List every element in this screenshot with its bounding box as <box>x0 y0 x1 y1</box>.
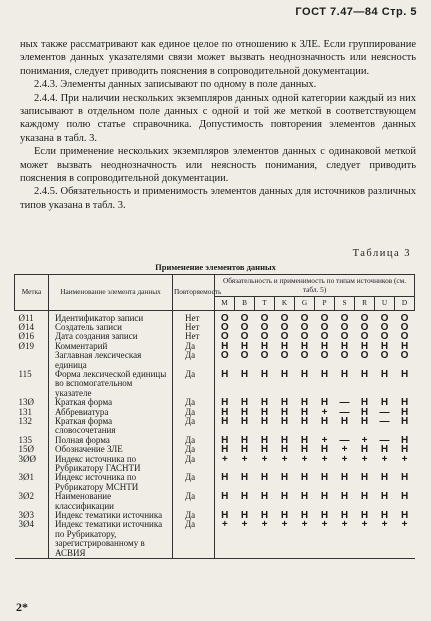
col-header-type: T <box>255 297 275 311</box>
table-row <box>15 351 415 370</box>
cell-name: Дата создания записи <box>49 332 173 341</box>
cell-value: + <box>261 453 268 465</box>
cell-value: Н <box>280 368 289 380</box>
cell-value: + <box>381 453 388 465</box>
cell-value: Н <box>240 397 249 409</box>
cell-repeat: Нет <box>173 310 215 323</box>
cell-value: О <box>380 350 389 362</box>
cell-value: Н <box>260 340 269 352</box>
cell-value: О <box>380 312 389 324</box>
cell-value: О <box>240 350 249 362</box>
col-header-type: B <box>235 297 255 311</box>
cell-repeat: Нет <box>173 323 215 332</box>
cell-value: Н <box>280 472 289 484</box>
cell-value: О <box>360 321 369 333</box>
cell-repeat: Да <box>173 342 215 351</box>
cell-code: Ø11 <box>18 312 34 323</box>
cell-value: О <box>320 321 329 333</box>
cell-value: + <box>281 453 288 465</box>
cell-value: О <box>400 321 409 333</box>
cell-value: + <box>241 453 248 465</box>
cell-code: 135 <box>18 434 32 445</box>
cell-value: Н <box>400 397 409 409</box>
cell-value: Н <box>380 510 389 522</box>
cell-value: Н <box>260 510 269 522</box>
cell-value: Н <box>360 510 369 522</box>
cell-repeat: Да <box>173 417 215 436</box>
cell-value: — <box>379 415 390 427</box>
cell-value: Н <box>320 444 329 456</box>
cell-value: Н <box>400 406 409 418</box>
cell-value: Н <box>300 397 309 409</box>
cell-name: Форма лексической единицы во вспомогательном указателе <box>49 370 173 398</box>
cell-code: 132 <box>18 415 32 426</box>
cell-code: 3Ø4 <box>15 520 49 558</box>
cell-value: Н <box>300 491 309 503</box>
cell-value: Н <box>340 368 349 380</box>
cell-value: + <box>335 520 355 558</box>
cell-code: 131 <box>18 406 32 417</box>
cell-value: Н <box>260 406 269 418</box>
data-elements-table <box>14 274 415 559</box>
cell-value: Н <box>300 434 309 446</box>
cell-value: О <box>300 350 309 362</box>
cell-value: О <box>220 312 229 324</box>
table-caption: Таблица 3 <box>352 248 411 259</box>
cell-value: Н <box>260 472 269 484</box>
col-header-type: S <box>335 297 355 311</box>
cell-value: Н <box>260 368 269 380</box>
cell-value: Н <box>400 472 409 484</box>
cell-value: Н <box>221 444 229 456</box>
cell-value: Н <box>221 406 229 418</box>
cell-value: — <box>379 434 390 446</box>
cell-value: О <box>300 321 309 333</box>
cell-value: Н <box>221 340 229 352</box>
table-row <box>15 520 415 558</box>
paragraph: Если применение нескольких экземпляров элементов данных с одинаковой меткой может вызвать неоднозначность или неясность понимания, следует приводить пояснения в сопроводительной документации. <box>20 146 416 185</box>
cell-value: + <box>321 434 328 446</box>
col-header-name: Наименование элемента данных <box>49 275 173 311</box>
cell-repeat: Да <box>173 436 215 445</box>
cell-value: + <box>295 520 315 558</box>
cell-value: Н <box>320 491 329 503</box>
cell-value: Н <box>221 397 229 409</box>
col-header-repeat: Повторяемость <box>173 275 215 311</box>
cell-name: Индекс тематики источника <box>49 511 173 520</box>
cell-value: О <box>340 321 349 333</box>
cell-repeat: Да <box>173 408 215 417</box>
cell-value: — <box>339 397 350 409</box>
cell-repeat: Нет <box>173 332 215 341</box>
cell-value: Н <box>300 444 309 456</box>
cell-value: — <box>379 406 390 418</box>
col-header-type: P <box>315 297 335 311</box>
cell-name: Краткая форма словосочетания <box>49 417 173 436</box>
cell-value: О <box>360 331 369 343</box>
cell-code: 115 <box>18 368 32 379</box>
cell-value: Н <box>360 368 369 380</box>
cell-value: Н <box>380 397 389 409</box>
cell-code: 3Ø3 <box>18 510 34 521</box>
cell-value: Н <box>280 491 289 503</box>
cell-value: Н <box>260 434 269 446</box>
paragraph: 2.4.5. Обязательность и применимость элементов данных для источников различных типов указана в табл. 3. <box>20 186 416 211</box>
cell-value: Н <box>280 397 289 409</box>
cell-value: Н <box>240 415 249 427</box>
cell-value: Н <box>380 368 389 380</box>
cell-value: + <box>361 434 368 446</box>
cell-value: Н <box>400 368 409 380</box>
cell-value: О <box>400 312 409 324</box>
col-header-code: Метка <box>15 275 49 311</box>
cell-value: Н <box>400 415 409 427</box>
cell-code: 13Ø <box>18 397 34 408</box>
cell-value: О <box>260 312 269 324</box>
cell-value: Н <box>240 472 249 484</box>
table-row <box>15 370 415 398</box>
cell-value: + <box>401 453 408 465</box>
cell-value: Н <box>360 397 369 409</box>
cell-code: 3ØØ <box>18 453 36 464</box>
cell-value: Н <box>340 491 349 503</box>
cell-repeat: Да <box>173 473 215 492</box>
cell-value: О <box>400 331 409 343</box>
cell-value: Н <box>260 415 269 427</box>
cell-name: Идентификатор записи <box>49 310 173 323</box>
cell-value: О <box>260 350 269 362</box>
cell-value: + <box>395 520 415 558</box>
page-footer: 2* <box>16 600 28 614</box>
cell-value: Н <box>240 340 249 352</box>
cell-value: + <box>255 520 275 558</box>
cell-value: Н <box>240 444 249 456</box>
table-row <box>15 310 415 323</box>
cell-name: Комментарий <box>49 342 173 351</box>
cell-value: Н <box>260 444 269 456</box>
cell-name: Краткая форма <box>49 398 173 407</box>
cell-value: Н <box>400 510 409 522</box>
cell-value: Н <box>280 415 289 427</box>
cell-value: Н <box>380 340 389 352</box>
cell-value: Н <box>221 510 229 522</box>
cell-value: Н <box>240 510 249 522</box>
cell-value: Н <box>340 415 349 427</box>
cell-code: 15Ø <box>18 444 34 455</box>
cell-value: Н <box>240 406 249 418</box>
cell-value: + <box>355 520 375 558</box>
cell-value: Н <box>221 415 229 427</box>
cell-value: Н <box>221 434 229 446</box>
cell-value: Н <box>400 444 409 456</box>
cell-value: + <box>375 520 395 558</box>
cell-value: О <box>320 350 329 362</box>
cell-code: Ø19 <box>18 340 34 351</box>
cell-value: Н <box>280 510 289 522</box>
cell-value: + <box>315 520 335 558</box>
cell-value: Н <box>320 368 329 380</box>
col-header-type: R <box>355 297 375 311</box>
paragraph: 2.4.4. При наличии нескольких экземпляров данных одной категории каждый из них записывают в отдельном поле данных с одной и той же меткой в соответствующем каждому полю статье справочника. Допустимость повторения элементов данных указана в табл. 3. <box>20 92 416 144</box>
cell-value: + <box>341 444 348 456</box>
cell-value: + <box>235 520 255 558</box>
cell-code <box>15 351 49 370</box>
cell-value: Н <box>400 491 409 503</box>
cell-value: О <box>360 312 369 324</box>
cell-value: Н <box>221 472 229 484</box>
cell-value: Н <box>400 434 409 446</box>
cell-code: Ø16 <box>18 331 34 342</box>
cell-value: О <box>300 312 309 324</box>
cell-value: Н <box>320 397 329 409</box>
cell-value: О <box>340 312 349 324</box>
cell-value: О <box>340 331 349 343</box>
table-title: Применение элементов данных <box>155 262 276 272</box>
cell-value: О <box>220 350 229 362</box>
cell-value: Н <box>300 368 309 380</box>
cell-value: Н <box>360 406 369 418</box>
cell-value: Н <box>240 434 249 446</box>
col-header-type: D <box>395 297 415 311</box>
cell-repeat: Да <box>173 511 215 520</box>
cell-value: О <box>280 321 289 333</box>
cell-value: + <box>321 453 328 465</box>
cell-value: Н <box>280 340 289 352</box>
cell-value: Н <box>221 491 229 503</box>
cell-value: Н <box>320 415 329 427</box>
cell-value: Н <box>320 510 329 522</box>
cell-value: Н <box>360 491 369 503</box>
cell-value: Н <box>360 444 369 456</box>
cell-name: Заглавная лексическая единица <box>49 351 173 370</box>
cell-value: О <box>240 321 249 333</box>
cell-value: Н <box>320 340 329 352</box>
cell-repeat: Да <box>173 351 215 370</box>
cell-name: Полная форма <box>49 436 173 445</box>
cell-value: + <box>221 453 228 465</box>
paragraph: ных также рассматривают как единое целое по отношению к ЗЛЕ. Если группирование элементов данных указателями связи может вызвать неоднозначность или неясность понимания, следует приводить пояснения в сопроводительной документации. <box>20 39 416 77</box>
cell-name: Наименование классификации <box>49 492 173 511</box>
cell-value: О <box>380 331 389 343</box>
cell-repeat: Да <box>173 398 215 407</box>
cell-value: Н <box>260 491 269 503</box>
cell-name: Аббревиатура <box>49 408 173 417</box>
cell-value: Н <box>300 415 309 427</box>
cell-name: Индекс источника по Рубрикатору ГАСНТИ <box>49 455 173 474</box>
cell-value: О <box>380 321 389 333</box>
cell-value: Н <box>380 491 389 503</box>
table-row <box>15 455 415 474</box>
cell-repeat: Да <box>173 455 215 474</box>
page-header: ГОСТ 7.47—84 Стр. 5 <box>295 6 417 18</box>
cell-name: Создатель записи <box>49 323 173 332</box>
cell-value: Н <box>360 415 369 427</box>
cell-value: Н <box>340 510 349 522</box>
cell-value: Н <box>240 368 249 380</box>
cell-value: Н <box>360 340 369 352</box>
table-row <box>15 473 415 492</box>
cell-value: О <box>280 312 289 324</box>
cell-value: Н <box>300 406 309 418</box>
cell-value: О <box>360 350 369 362</box>
cell-value: + <box>361 453 368 465</box>
cell-value: О <box>280 350 289 362</box>
cell-value: Н <box>400 340 409 352</box>
cell-name: Обозначение ЗЛЕ <box>49 445 173 454</box>
cell-value: О <box>220 331 229 343</box>
cell-value: О <box>320 331 329 343</box>
cell-value: Н <box>380 472 389 484</box>
cell-value: Н <box>280 444 289 456</box>
col-header-type: U <box>375 297 395 311</box>
cell-repeat: Да <box>173 445 215 454</box>
cell-value: Н <box>360 472 369 484</box>
cell-value: О <box>300 331 309 343</box>
cell-code: 3Ø1 <box>18 472 34 483</box>
cell-code: 3Ø2 <box>18 491 34 502</box>
cell-value: О <box>240 331 249 343</box>
cell-value: Н <box>340 340 349 352</box>
cell-value: О <box>240 312 249 324</box>
col-header-group: Обязательность и применимость по типам источников (см. табл. 5) <box>215 275 415 297</box>
col-header-type: G <box>295 297 315 311</box>
cell-value: Н <box>221 368 229 380</box>
cell-repeat: Да <box>173 520 215 558</box>
cell-value: О <box>260 331 269 343</box>
cell-value: О <box>320 312 329 324</box>
cell-repeat: Да <box>173 370 215 398</box>
cell-name: Индекс тематики источника по Рубрикатору, зарегистрированному в АСВИЯ <box>49 520 173 558</box>
cell-value: О <box>260 321 269 333</box>
cell-repeat: Да <box>173 492 215 511</box>
cell-value: + <box>321 406 328 418</box>
table-row <box>15 492 415 511</box>
cell-value: О <box>340 350 349 362</box>
cell-value: Н <box>320 472 329 484</box>
cell-value: Н <box>300 472 309 484</box>
cell-value: + <box>215 520 235 558</box>
col-header-type: K <box>275 297 295 311</box>
cell-value: О <box>220 321 229 333</box>
cell-value: Н <box>260 397 269 409</box>
cell-value: Н <box>300 340 309 352</box>
cell-value: — <box>339 406 350 418</box>
cell-value: Н <box>300 510 309 522</box>
cell-value: Н <box>340 472 349 484</box>
cell-value: Н <box>280 434 289 446</box>
cell-value: Н <box>240 491 249 503</box>
cell-value: + <box>341 453 348 465</box>
body-text <box>20 38 416 212</box>
cell-value: Н <box>380 444 389 456</box>
cell-code: Ø14 <box>18 321 34 332</box>
cell-name: Индекс источника по Рубрикатору МСНТИ <box>49 473 173 492</box>
col-header-type: M <box>215 297 235 311</box>
cell-value: + <box>301 453 308 465</box>
cell-value: — <box>339 434 350 446</box>
table-row <box>15 417 415 436</box>
cell-value: + <box>275 520 295 558</box>
cell-value: Н <box>280 406 289 418</box>
cell-value: О <box>280 331 289 343</box>
cell-value: О <box>400 350 409 362</box>
paragraph: 2.4.3. Элементы данных записывают по одному в поле данных. <box>34 79 317 91</box>
